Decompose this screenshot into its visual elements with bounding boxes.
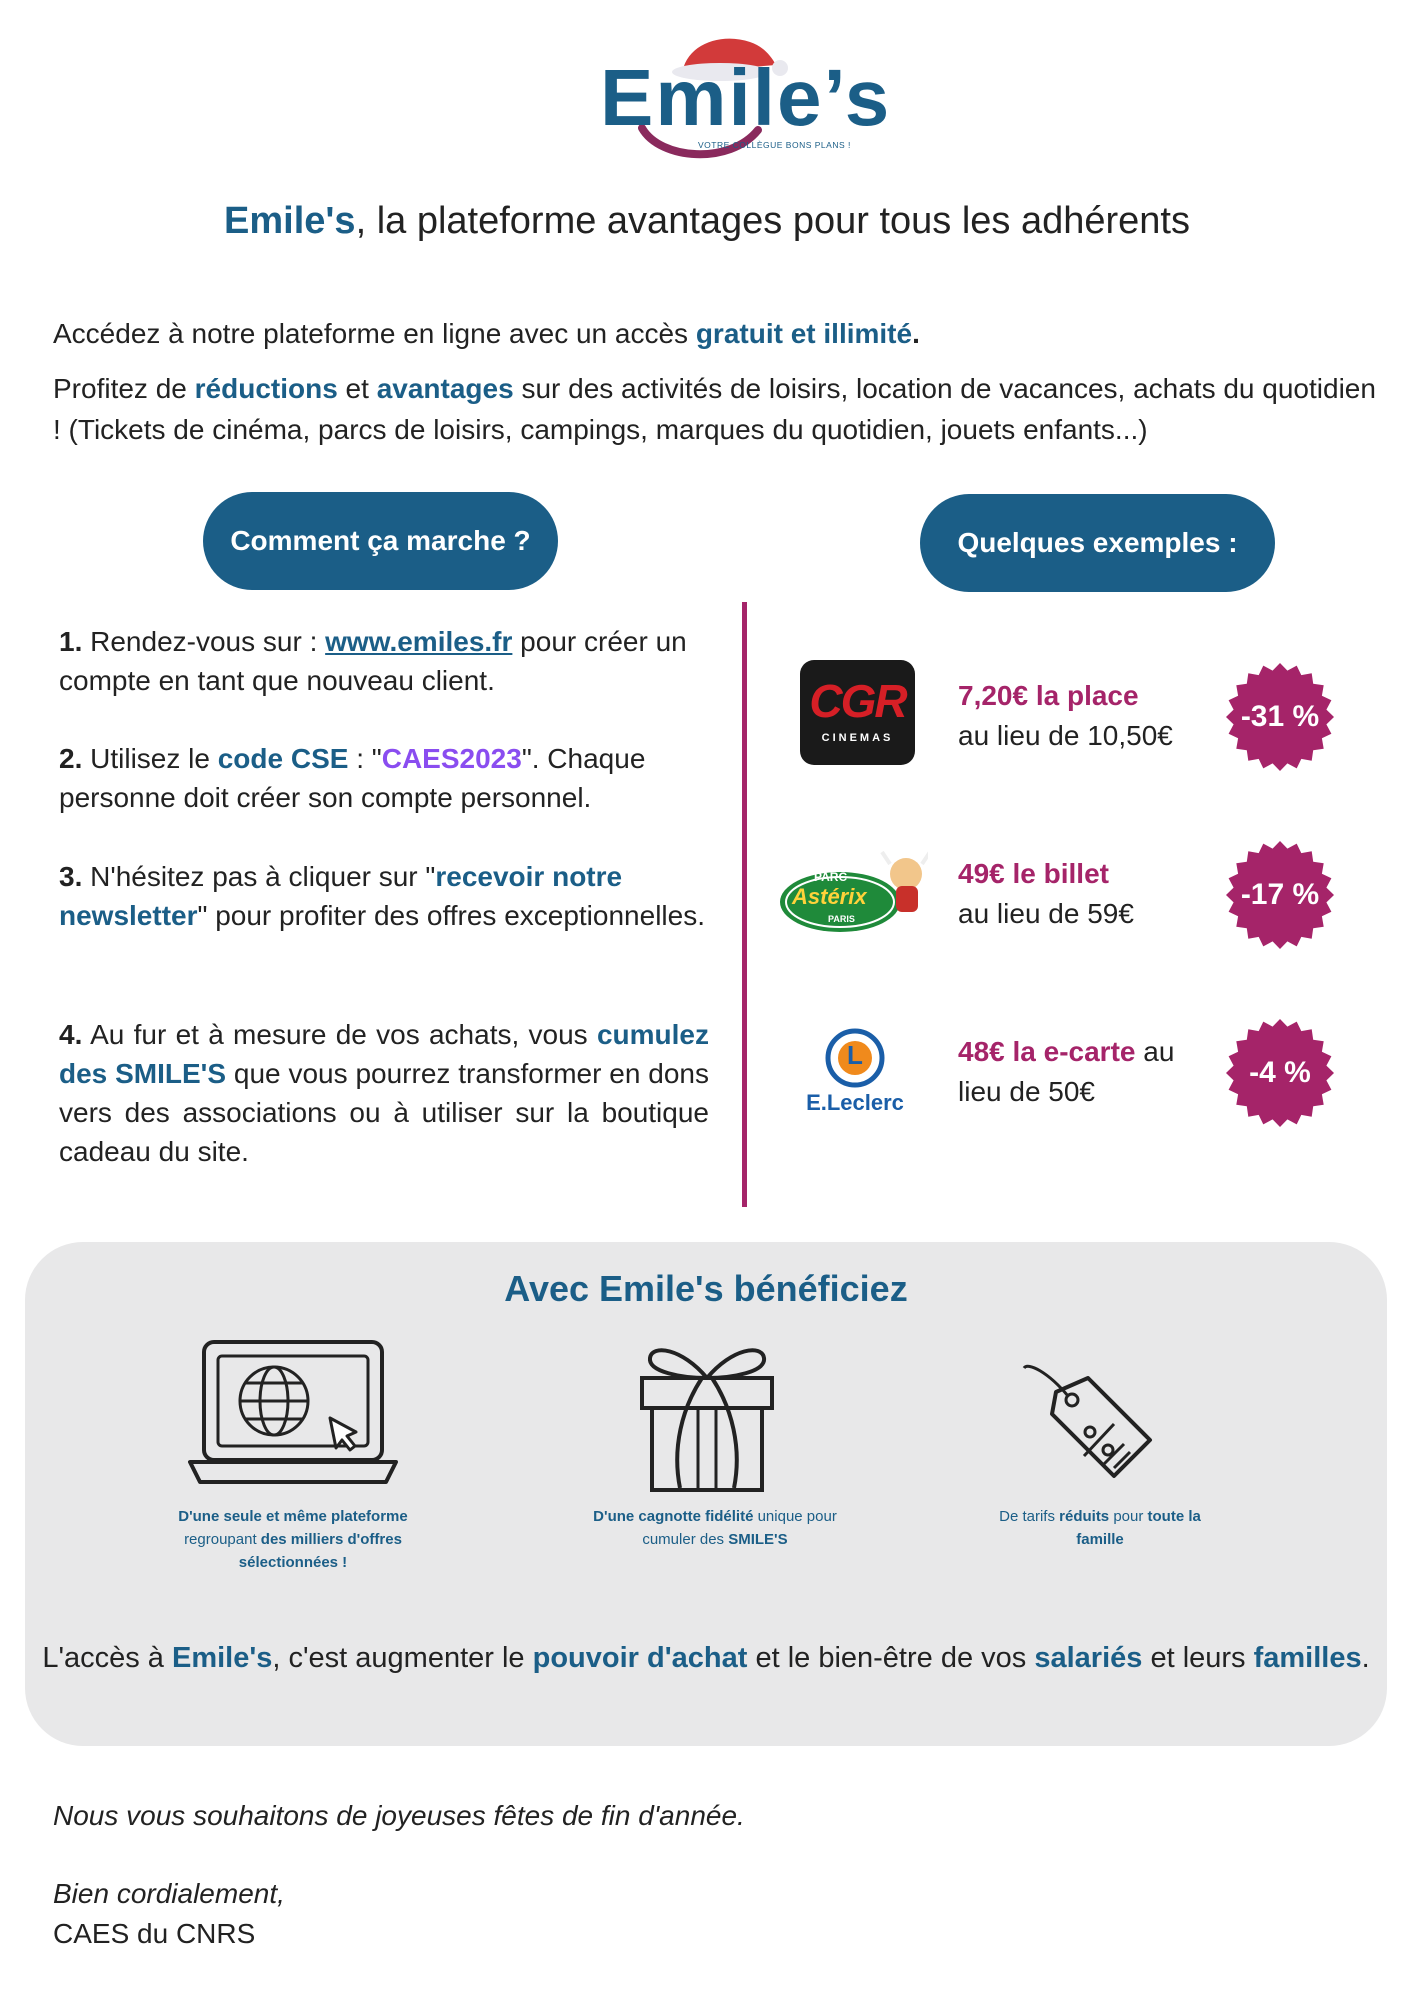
step-number: 1.: [59, 626, 83, 657]
cgr-logo-sub: CINEMAS: [821, 732, 894, 744]
regards: Bien cordialement,: [53, 1878, 285, 1909]
headline-rest: , la plateforme avantages pour tous les adhérents: [355, 200, 1190, 242]
gift-box-icon: [632, 1338, 782, 1498]
step-text: Utilisez le: [82, 743, 218, 774]
feature-text: toute la famille: [1076, 1508, 1201, 1548]
intro-text: Accédez à notre plateforme en ligne avec un accès: [53, 318, 696, 349]
examples-pill: Quelques exemples :: [920, 494, 1275, 592]
summary-highlight: familles: [1253, 1642, 1362, 1674]
summary-text: et le bien-être de vos: [747, 1642, 1035, 1674]
feature-text: des milliers d'offres sélectionnées !: [238, 1531, 402, 1571]
feature-text: De tarifs: [999, 1508, 1060, 1525]
holiday-wish: Nous vous souhaitons de joyeuses fêtes de fin d'année.: [53, 1800, 745, 1831]
offer-old-price: au lieu de 10,50€: [958, 720, 1173, 751]
asterix-logo-sub: PARC: [814, 870, 848, 884]
feature-text: D'une cagnotte fidélité: [593, 1508, 754, 1525]
benefits-summary: [25, 1638, 1387, 1678]
newsletter-highlight: recevoir notre newsletter: [59, 861, 623, 931]
summary-text: et leurs: [1142, 1642, 1254, 1674]
summary-highlight: pouvoir d'achat: [532, 1642, 748, 1674]
code-cse-value: CAES2023: [381, 743, 522, 774]
offer-cgr: [958, 676, 1173, 756]
offer-price: 48€ la e-carte: [958, 1036, 1136, 1067]
offer-asterix: [958, 854, 1134, 934]
summary-highlight: Emile's: [171, 1642, 273, 1674]
price-tag-icon: [1018, 1352, 1158, 1492]
discount-badge: [1225, 1018, 1335, 1128]
discount-value: -31 %: [1240, 700, 1320, 733]
discount-badge: [1225, 662, 1335, 772]
step-number: 2.: [59, 743, 83, 774]
offer-price: 7,20€ la place: [958, 680, 1139, 711]
step-text: que vous pourrez transformer en dons vers des associations ou à utiliser sur la boutique cadeau du site.: [59, 1058, 710, 1167]
step-text: pour créer un compte en tant que nouveau client.: [59, 626, 687, 696]
intro-highlight-reductions: réductions: [194, 373, 338, 404]
feature-text: unique pour cumuler des: [642, 1508, 837, 1548]
discount-value: -4 %: [1249, 1056, 1311, 1089]
cgr-logo: [800, 660, 915, 765]
feature-platform: [148, 1505, 438, 1574]
intro-text: Profitez de: [53, 373, 195, 404]
benefits-title: Avec Emile's bénéficiez: [504, 1268, 908, 1309]
step-text: Au fur et à mesure de vos achats, vous: [82, 1019, 597, 1050]
step-text: " pour profiter des offres exceptionnelles.: [197, 900, 705, 931]
step-3: [59, 857, 709, 935]
laptop-globe-icon: [188, 1336, 398, 1496]
discount-badge: [1225, 840, 1335, 950]
logo-tagline: VOTRE COLLÈGUE BONS PLANS !: [698, 140, 851, 150]
signature: CAES du CNRS: [53, 1918, 256, 1949]
step-text: Rendez-vous sur :: [82, 626, 326, 657]
column-divider: [742, 602, 747, 1207]
offer-leclerc: [958, 1032, 1174, 1112]
intro-text: sur des activités de loisirs, location de vacances, achats du quotidien ! (Tickets de cinéma, parcs de loisirs, campings, marques du quotidien, jouets enfants...): [53, 373, 1376, 445]
leclerc-emblem-letter: L: [847, 1040, 863, 1070]
step-1: [59, 622, 709, 700]
offer-price: 49€ le billet: [958, 858, 1109, 889]
how-it-works-pill: Comment ça marche ?: [203, 492, 558, 590]
intro-highlight-advantages: avantages: [376, 373, 514, 404]
emiles-logo: [590, 20, 892, 160]
intro-line-1: [53, 318, 920, 350]
feature-prices: [975, 1505, 1225, 1551]
step-text: : ": [348, 743, 382, 774]
intro-highlight-free: gratuit et illimité: [695, 318, 913, 349]
leclerc-logo-text: E.Leclerc: [806, 1090, 904, 1115]
leclerc-logo: [795, 1028, 915, 1118]
feature-text: D'une seule et même plateforme: [178, 1508, 408, 1525]
emiles-website-link[interactable]: www.emiles.fr: [325, 626, 513, 657]
intro-period: .: [912, 318, 920, 349]
smiles-highlight: cumulez des SMILE'S: [59, 1019, 709, 1089]
feature-text: pour: [1109, 1508, 1148, 1525]
step-text: ". Chaque personne doit créer son compte personnel.: [59, 743, 646, 813]
summary-text: , c'est augmenter le: [272, 1642, 533, 1674]
feature-text: regroupant: [184, 1531, 261, 1548]
summary-text: .: [1361, 1642, 1370, 1674]
summary-text: L'accès à: [42, 1642, 172, 1674]
feature-loyalty: [580, 1505, 850, 1551]
step-text: N'hésitez pas à cliquer sur ": [82, 861, 436, 892]
page-title: [0, 200, 1414, 243]
headline-brand: Emile's: [224, 200, 356, 242]
logo-wordmark: Emile’s: [600, 53, 892, 142]
offer-old-price: au lieu de 59€: [958, 898, 1134, 929]
intro-text: et: [337, 373, 377, 404]
discount-value: -17 %: [1240, 878, 1320, 911]
step-2: [59, 739, 709, 817]
feature-text: réduits: [1059, 1508, 1110, 1525]
feature-text: SMILE'S: [728, 1531, 788, 1548]
step-4: [59, 1015, 709, 1171]
step-number: 4.: [59, 1019, 83, 1050]
asterix-logo-text: Astérix: [792, 884, 867, 909]
offer-old-price: lieu de 50€: [958, 1076, 1096, 1107]
code-cse-label: code CSE: [217, 743, 349, 774]
cgr-logo-text: CGR: [809, 675, 906, 727]
parc-asterix-logo: [778, 848, 928, 938]
intro-line-2: [53, 368, 1383, 450]
summary-highlight: salariés: [1034, 1642, 1143, 1674]
asterix-logo-city: PARIS: [828, 914, 855, 924]
offer-price-end: au: [1135, 1036, 1175, 1067]
step-number: 3.: [59, 861, 83, 892]
